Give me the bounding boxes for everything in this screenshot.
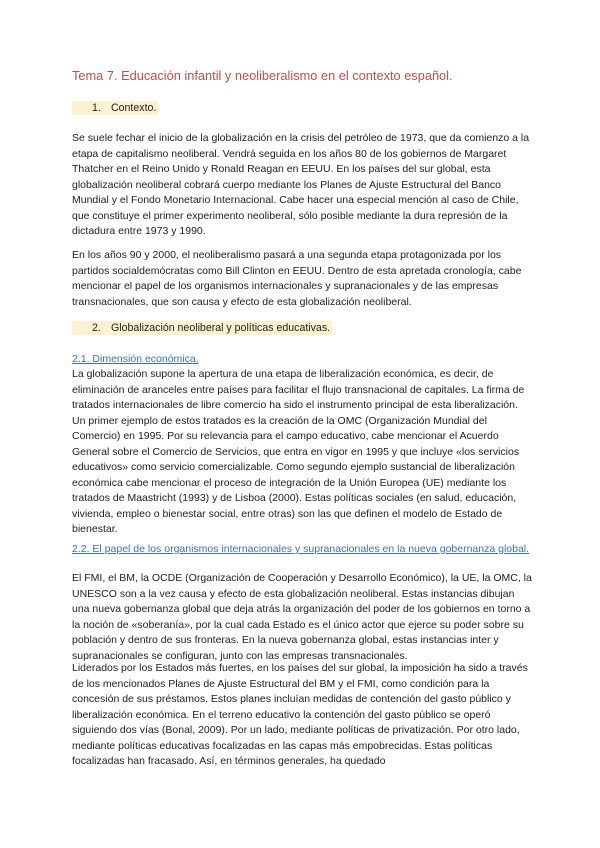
section-number: 2. <box>92 322 101 334</box>
section-heading-highlight <box>72 101 158 115</box>
section-title: Contexto. <box>111 102 157 114</box>
section-number: 1. <box>92 102 101 114</box>
paragraph-organismos-1: El FMI, el BM, la OCDE (Organización de Cooperación y Desarrollo Económico), la UE, la OMC, la UNESCO son a la vez causa y efecto de esta globalización neoliberal. Estas instancias dibujan una nueva gobernanza global que deja atrás la organización del poder de los gobiernos en torno a la noción de «soberanía», por la cual cada Estado es el único actor que ejerce su poder sobre su población y dentro de sus fronteras. En la nueva gobernanza global, estas instancias inter y supranacionales se configuran, junto con las empresas transnacionales. <box>72 572 532 662</box>
subsection-link-dimension-economica[interactable]: 2.1. Dimensión económica. <box>72 353 199 365</box>
paragraph-contexto-2: En los años 90 y 2000, el neoliberalismo pasará a una segunda etapa protagonizada por los partidos socialdemócratas como Bill Clinton en EEUU. Dentro de esta apretada cronología, cabe mencionar el papel de los organismos internacionales y supranacionales y de las empresas transnacionales, que son causa y efecto de esta globalización neoliberal. <box>72 249 522 308</box>
section-heading-globalizacion <box>72 320 532 337</box>
paragraph-contexto-1: Se suele fechar el inicio de la globalización en la crisis del petróleo de 1973, que da comienzo a la etapa de capitalismo neoliberal. Vendrá seguida en los años 80 de los gobiernos de Margaret Thatcher en el Reino Unido y Ronald Reagan en EEUU. En los países del sur global, esta globalización neoliberal cobrará cuerpo mediante los Planes de Ajuste Estructural del Banco Mundial y el Fondo Monetario Internacional. Cabe hacer una especial mención al caso de Chile, que constituye el primer experimento neoliberal, sólo posible mediante la dura represión de la dictadura entre 1973 y 1990. <box>72 132 530 237</box>
subsection-link-organismos[interactable]: 2.2. El papel de los organismos internacionales y supranacionales en la nueva gobernanza global. <box>72 543 530 555</box>
document-title: Tema 7. Educación infantil y neoliberalismo en el contexto español. <box>72 68 453 83</box>
paragraph-organismos-2: Liderados por los Estados más fuertes, en los países del sur global, la imposición ha sido a través de los mencionados Planes de Ajuste Estructural del BM y el FMI, como condición para la concesión de sus préstamos. Estos planes incluían medidas de contención del gasto público y liberalización económica. En el terreno educativo la contención del gasto público se operó siguiendo dos vías (Bonal, 2009). Por un lado, mediante políticas de privatización. Por otro lado, mediante políticas educativas focalizadas en las capas más empobrecidas. Estas políticas focalizadas han fracasado. Así, en términos generales, ha quedado <box>72 662 528 767</box>
section-title: Globalización neoliberal y políticas educativas. <box>111 322 331 334</box>
section-heading-highlight <box>72 321 332 335</box>
section-heading-contexto <box>72 100 532 117</box>
paragraph-dimension-economica: La globalización supone la apertura de una etapa de liberalización económica, es decir, de eliminación de aranceles entre países para facilitar el flujo transnacional de capitales. La firma de tratados internacionales de libre comercio ha sido el instrumento principal de esta liberalización. Un primer ejemplo de estos tratados es la creación de la OMC (Organización Mundial del Comercio) en 1995. Por su relevancia para el campo educativo, cabe mencionar el Acuerdo General sobre el Comercio de Servicios, que entra en vigor en 1995 y que incluye «los servicios educativos» como servicio comercializable. Como segundo ejemplo sustancial de liberalización económica cabe mencionar el proceso de integración de la Unión Europea (UE) mediante los tratados de Maastricht (1993) y de Lisboa (2000). Estas políticas sociales (en salud, educación, vivienda, empleo o bienestar social, entre otras) son las que definen el modelo de Estado de bienestar. <box>72 368 525 535</box>
